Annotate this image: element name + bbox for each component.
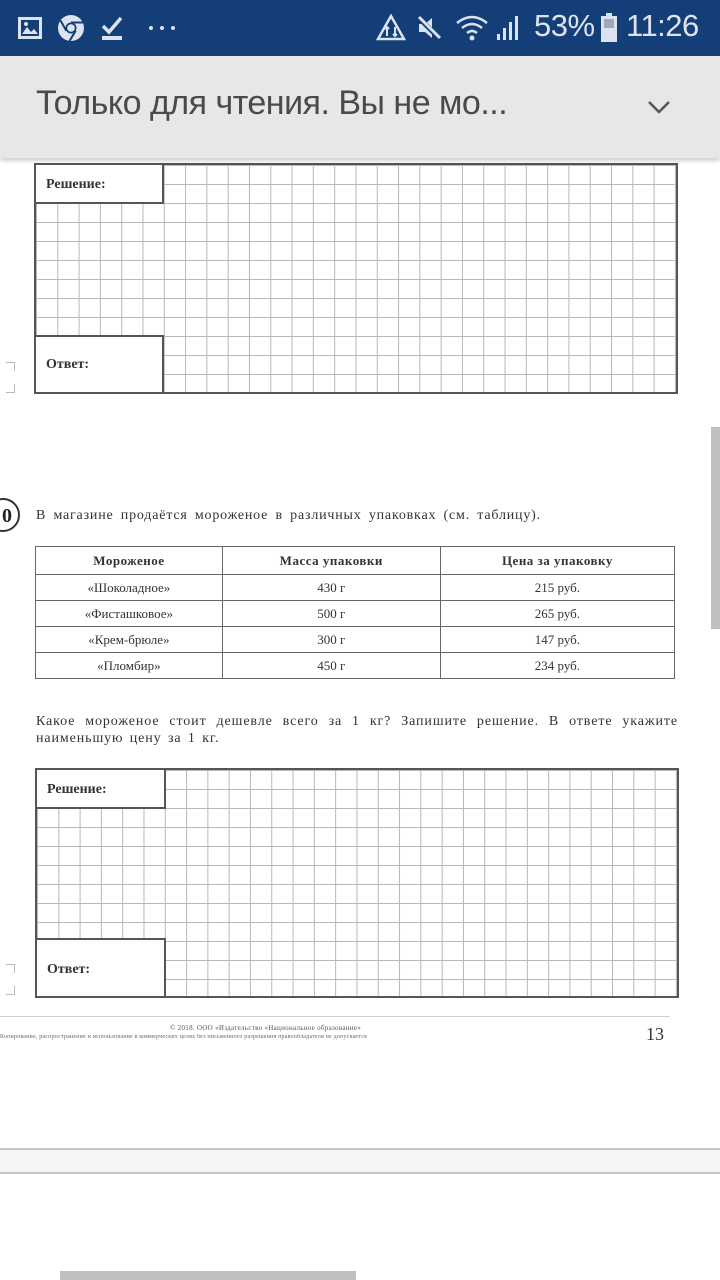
table-row [36, 575, 675, 601]
answer-label: Ответ: [46, 357, 90, 372]
clock: 11:26 [626, 8, 699, 43]
header-package-mass: Масса упаковки [222, 547, 440, 575]
cell-name: «Крем-брюле» [36, 627, 223, 653]
cell-name: «Пломбир» [36, 653, 223, 679]
solution-label: Решение: [47, 782, 107, 797]
table-row [36, 653, 675, 679]
more-notifications-icon [146, 14, 180, 42]
data-saver-icon [376, 14, 406, 42]
margin-mark [6, 384, 15, 393]
header-package-price: Цена за упаковку [440, 547, 674, 575]
footer-divider [0, 1016, 670, 1017]
footer-copyright: © 2018. ООО «Издательство «Национальное образование» [170, 1024, 362, 1032]
solution-label: Решение: [46, 177, 106, 192]
margin-mark [6, 964, 15, 973]
cell-mass: 300 г [222, 627, 440, 653]
horizontal-scroll-thumb[interactable] [60, 1271, 356, 1280]
margin-mark [6, 362, 15, 371]
chrome-icon [56, 14, 86, 42]
page-separator-bar [0, 1148, 720, 1174]
cell-price: 234 руб. [440, 653, 674, 679]
vertical-scrollbar[interactable] [711, 427, 720, 629]
cell-price: 215 руб. [440, 575, 674, 601]
cell-name: «Шоколадное» [36, 575, 223, 601]
wifi-icon [455, 14, 489, 42]
table-header-row [36, 547, 675, 575]
page-number: 13 [646, 1024, 664, 1044]
ice-cream-table [35, 546, 675, 679]
mute-icon [414, 14, 444, 42]
task-number: 0 [0, 498, 20, 532]
read-only-message: Только для чтения. Вы не мо... [36, 84, 508, 122]
read-only-banner[interactable] [0, 56, 720, 158]
table-row [36, 601, 675, 627]
answer-box-2[interactable] [35, 938, 166, 998]
header-ice-cream: Мороженое [36, 547, 223, 575]
gallery-icon [16, 14, 44, 42]
cell-name: «Фисташковое» [36, 601, 223, 627]
answer-box-1[interactable] [34, 335, 164, 394]
cell-price: 265 руб. [440, 601, 674, 627]
chevron-down-icon[interactable] [646, 94, 672, 120]
download-done-icon [99, 14, 125, 42]
margin-mark [6, 986, 15, 995]
cell-mass: 450 г [222, 653, 440, 679]
cell-mass: 430 г [222, 575, 440, 601]
battery-icon [598, 14, 620, 42]
task-question: Какое мороженое стоит дешевле всего за 1 кг? Запишите решение. В ответе укажите наименьшую цену за 1 кг. [36, 714, 678, 746]
solution-label-box-1 [34, 163, 164, 204]
cell-mass: 500 г [222, 601, 440, 627]
footer-legal-notice: Копирование, распространение и использование в коммерческих целях без письменного разрешения правообладателя не допускается [0, 1034, 368, 1040]
status-bar [0, 0, 720, 56]
solution-label-box-2 [35, 768, 166, 809]
table-row [36, 627, 675, 653]
task-text: В магазине продаётся мороженое в различных упаковках (см. таблицу). [36, 508, 541, 523]
answer-label: Ответ: [47, 962, 91, 977]
battery-percent: 53% [534, 8, 595, 43]
cell-price: 147 руб. [440, 627, 674, 653]
signal-icon [494, 14, 522, 42]
